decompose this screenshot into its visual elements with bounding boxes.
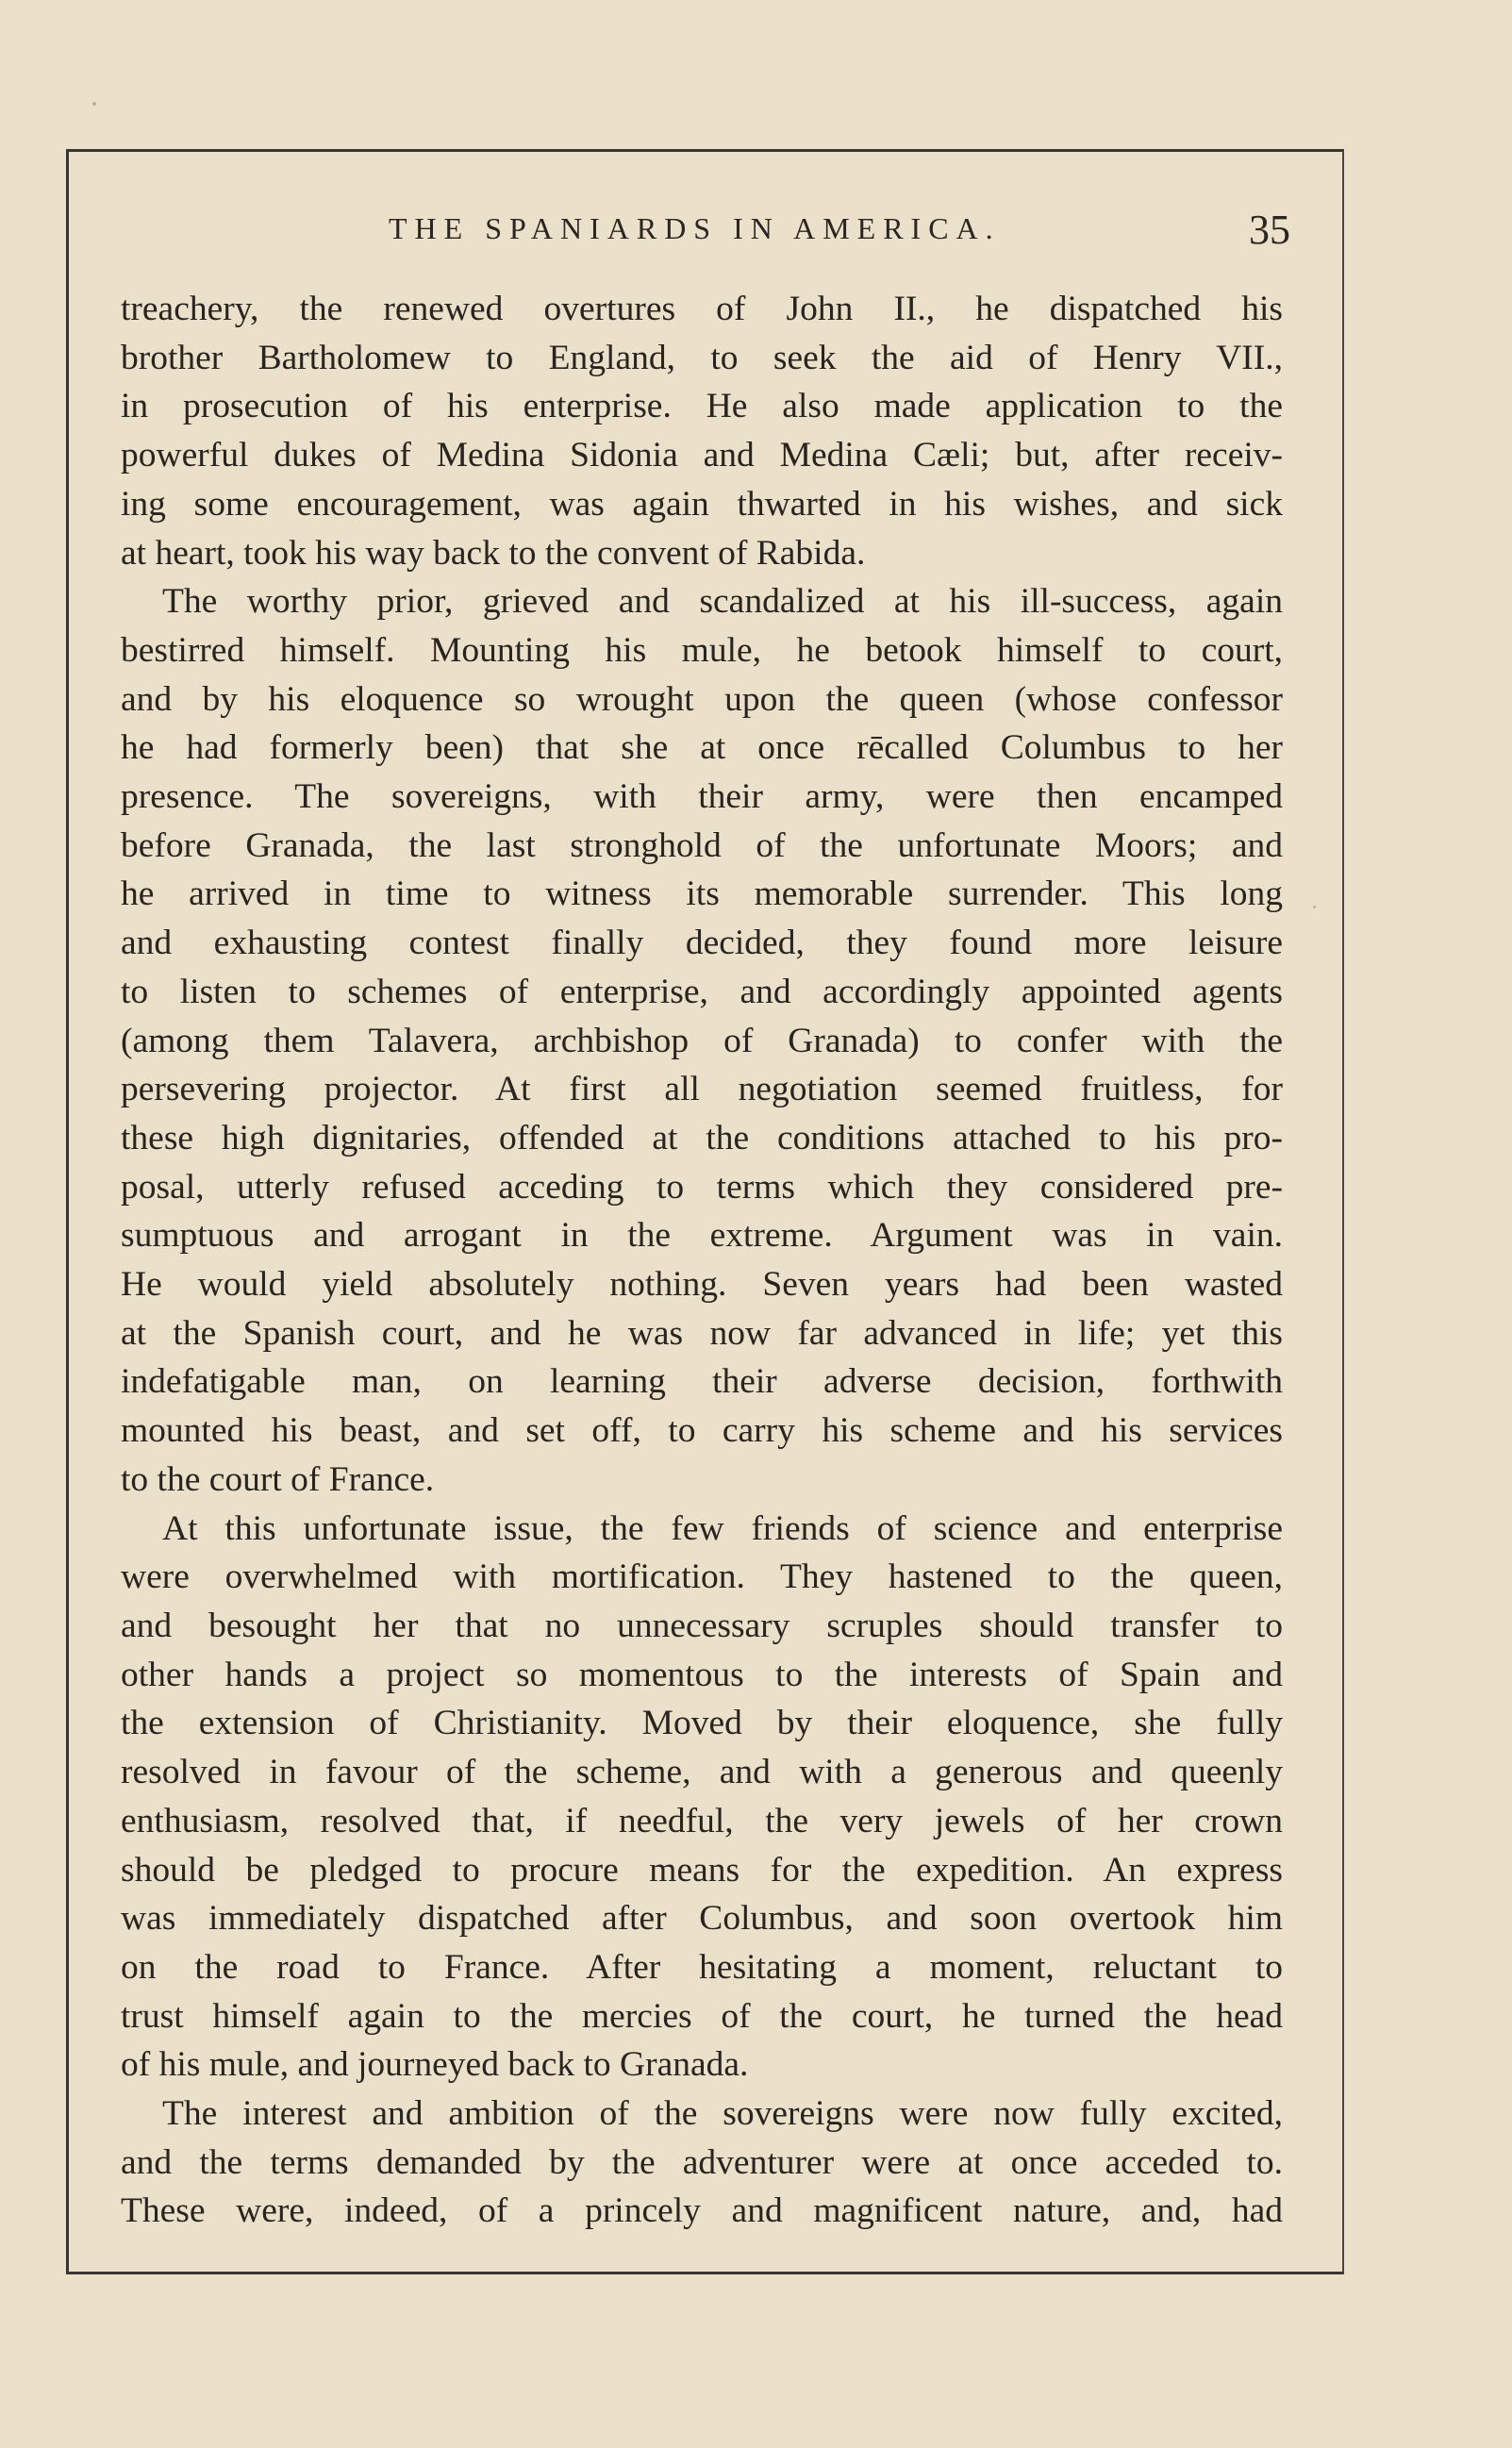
text-line: powerful dukes of Medina Sidonia and Medina Cæli; but, after receiv- <box>121 436 1283 475</box>
paragraph <box>121 1505 1283 2090</box>
text-line: indefatigable man, on learning their adverse decision, forthwith <box>121 1362 1283 1402</box>
text-line: presence. The sovereigns, with their army, were then encamped <box>121 777 1283 817</box>
paper-speck <box>92 102 96 106</box>
text-line: These were, indeed, of a princely and magnificent nature, and, had <box>121 2191 1283 2231</box>
text-line: before Granada, the last stronghold of the unfortunate Moors; and <box>121 825 1283 865</box>
text-line: and by his eloquence so wrought upon the queen (whose confessor <box>121 679 1283 719</box>
text-line: sumptuous and arrogant in the extreme. Argument was in vain. <box>121 1216 1283 1256</box>
text-line: trust himself again to the mercies of the court, he turned the head <box>121 1996 1283 2036</box>
text-line: treachery, the renewed overtures of John II., he dispatched his <box>121 290 1283 328</box>
text-line: and the terms demanded by the adventurer were at once acceded to. <box>121 2142 1283 2182</box>
text-line: At this unfortunate issue, the few friends of science and enterprise <box>162 1508 1283 1548</box>
text-line: on the road to France. After hesitating a moment, reluctant to <box>121 1947 1283 1987</box>
text-line: enthusiasm, resolved that, if needful, the very jewels of her crown <box>121 1801 1283 1840</box>
text-line: bestirred himself. Mounting his mule, he betook himself to court, <box>121 630 1283 670</box>
text-line: were overwhelmed with mortification. They hastened to the queen, <box>121 1557 1283 1597</box>
text-line: to the court of France. <box>121 1459 435 1499</box>
text-line: at heart, took his way back to the convent of Rabida. <box>121 533 866 573</box>
paper-speck <box>1313 906 1316 908</box>
text-line: and besought her that no unnecessary scruples should transfer to <box>121 1606 1283 1645</box>
text-line: he arrived in time to witness its memorable surrender. This long <box>121 874 1283 914</box>
text-line: The interest and ambition of the sovereigns were now fully excited, <box>162 2094 1283 2134</box>
text-line: other hands a project so momentous to the interests of Spain and <box>121 1655 1283 1694</box>
text-line: resolved in favour of the scheme, and with a generous and queenly <box>121 1753 1283 1792</box>
page-number: 35 <box>1249 207 1290 253</box>
text-line: mounted his beast, and set off, to carry his scheme and his services <box>121 1411 1283 1451</box>
text-line: should be pledged to procure means for the expedition. An express <box>121 1850 1283 1890</box>
text-line: at the Spanish court, and he was now far advanced in life; yet this <box>121 1313 1283 1353</box>
text-line: The worthy prior, grieved and scandalized at his ill-success, again <box>162 582 1283 622</box>
text-line: persevering projector. At first all negotiation seemed fruitless, for <box>121 1070 1283 1109</box>
text-line: was immediately dispatched after Columbus, and soon overtook him <box>121 1899 1283 1939</box>
running-header <box>121 206 1290 258</box>
paragraph <box>121 285 1283 577</box>
text-line: he had formerly been) that she at once rēcalled Columbus to her <box>121 728 1283 768</box>
text-line: to listen to schemes of enterprise, and accordingly appointed agents <box>121 972 1283 1011</box>
text-line: posal, utterly refused acceding to terms which they considered pre- <box>121 1167 1283 1207</box>
paragraph <box>121 577 1283 1504</box>
text-line: He would yield absolutely nothing. Seven years had been wasted <box>121 1265 1283 1305</box>
text-line: ing some encouragement, was again thwarted in his wishes, and sick <box>121 484 1283 524</box>
text-line: brother Bartholomew to England, to seek the aid of Henry VII., <box>121 338 1283 377</box>
text-line: and exhausting contest finally decided, they found more leisure <box>121 924 1283 963</box>
body-text <box>121 285 1283 2236</box>
text-line: of his mule, and journeyed back to Granada. <box>121 2045 749 2085</box>
text-line: these high dignitaries, offended at the conditions attached to his pro- <box>121 1118 1283 1157</box>
text-line: the extension of Christianity. Moved by their eloquence, she fully <box>121 1704 1283 1743</box>
running-title: THE SPANIARDS IN AMERICA. <box>389 211 1001 245</box>
paragraph <box>121 2090 1283 2236</box>
text-line: (among them Talavera, archbishop of Granada) to confer with the <box>121 1021 1283 1060</box>
text-line: in prosecution of his enterprise. He also made application to the <box>121 387 1283 426</box>
